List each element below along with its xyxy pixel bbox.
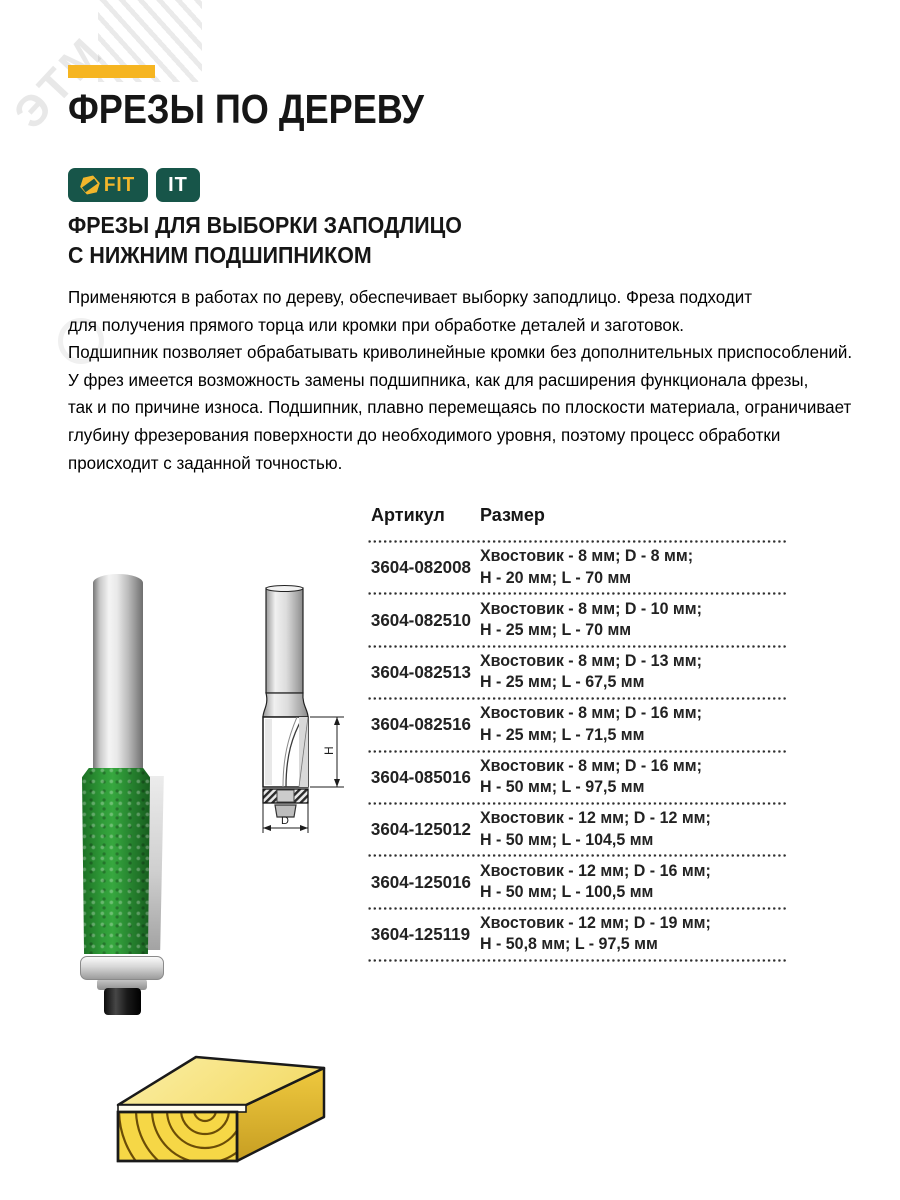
description-line: так и по причине износа. Подшипник, плавно перемещаясь по плоскости материала, ограничивает bbox=[68, 397, 852, 418]
article-cell: 3604-125012 bbox=[370, 819, 471, 840]
size-line1: Хвостовик - 12 мм; D - 12 мм; bbox=[480, 809, 711, 828]
article-cell: 3604-125119 bbox=[370, 923, 471, 944]
size-line2: H - 50 мм; L - 104,5 мм bbox=[480, 830, 654, 849]
size-line2: H - 50 мм; L - 100,5 мм bbox=[480, 883, 654, 902]
size-cell bbox=[480, 599, 788, 642]
diagram-shank bbox=[263, 586, 308, 718]
size-line2: H - 50 мм; L - 97,5 мм bbox=[480, 778, 645, 797]
description-paragraph bbox=[68, 284, 868, 477]
it-logo bbox=[156, 168, 200, 202]
size-line2: H - 25 мм; L - 67,5 мм bbox=[480, 673, 645, 692]
d-dimension-label: D bbox=[281, 815, 289, 827]
size-line2: H - 20 мм; L - 70 мм bbox=[480, 568, 632, 587]
article-cell: 3604-125016 bbox=[370, 871, 471, 892]
table-row bbox=[368, 857, 788, 906]
bit-green-body bbox=[82, 768, 150, 954]
size-line2: H - 50,8 мм; L - 97,5 мм bbox=[480, 935, 658, 954]
it-logo-label: IT bbox=[168, 173, 188, 196]
size-cell bbox=[480, 861, 788, 904]
bit-shank bbox=[93, 574, 143, 770]
description-line: Подшипник позволяет обрабатывать криволинейные кромки без дополнительных приспособлений. bbox=[68, 342, 853, 363]
article-cell: 3604-082510 bbox=[370, 609, 471, 630]
size-cell bbox=[480, 756, 788, 799]
router-bit-photo bbox=[75, 558, 175, 1018]
fit-hex-slash bbox=[82, 178, 98, 192]
section-subtitle-line2: С НИЖНИМ ПОДШИПНИКОМ bbox=[68, 242, 372, 268]
article-cell: 3604-082516 bbox=[370, 714, 471, 735]
bit-bearing bbox=[80, 956, 164, 980]
article-cell: 3604-082513 bbox=[370, 661, 471, 682]
description-line: для получения прямого торца или кромки при обработке деталей и заготовок. bbox=[68, 314, 684, 335]
table-row bbox=[368, 910, 788, 959]
size-line1: Хвостовик - 8 мм; D - 13 мм; bbox=[480, 651, 702, 670]
h-dimension bbox=[310, 717, 344, 787]
description-line: глубину фрезерования поверхности до необходимого уровня, поэтому процесс обработки bbox=[68, 424, 781, 445]
table-row bbox=[368, 648, 788, 697]
size-line1: Хвостовик - 8 мм; D - 10 мм; bbox=[480, 599, 702, 618]
spec-table bbox=[368, 505, 788, 962]
size-cell bbox=[480, 808, 788, 851]
column-header-size: Размер bbox=[480, 505, 545, 525]
size-line1: Хвостовик - 12 мм; D - 19 мм; bbox=[480, 913, 711, 932]
bit-nut bbox=[104, 988, 141, 1015]
wood-board-illustration bbox=[105, 1048, 340, 1200]
description-line: Применяются в работах по дереву, обеспечивает выборку заподлицо. Фреза подходит bbox=[68, 287, 753, 307]
watermark-text: ЭТМ bbox=[4, 26, 114, 139]
table-row bbox=[368, 753, 788, 802]
diagram-bearing bbox=[263, 789, 308, 803]
size-line2: H - 25 мм; L - 70 мм bbox=[480, 621, 632, 640]
size-line2: H - 25 мм; L - 71,5 мм bbox=[480, 725, 645, 744]
column-header-article: Артикул bbox=[371, 505, 445, 525]
size-cell bbox=[480, 703, 788, 746]
size-cell bbox=[480, 913, 788, 956]
table-header-row bbox=[368, 505, 788, 540]
table-row bbox=[368, 700, 788, 749]
table-row bbox=[368, 805, 788, 854]
accent-bar bbox=[68, 65, 155, 78]
table-row bbox=[368, 543, 788, 592]
diagram-body bbox=[263, 717, 308, 787]
fit-hex-nut-icon bbox=[77, 172, 102, 197]
row-divider bbox=[368, 959, 788, 962]
description-line: происходит с заданной точностью. bbox=[68, 452, 343, 473]
description-line: У фрез имеется возможность замены подшипника, как для расширения функционала фрезы, bbox=[68, 369, 809, 390]
table-row bbox=[368, 595, 788, 644]
size-line1: Хвостовик - 12 мм; D - 16 мм; bbox=[480, 861, 711, 880]
fit-logo-label: FIT bbox=[103, 173, 136, 196]
article-cell: 3604-085016 bbox=[370, 766, 471, 787]
size-line1: Хвостовик - 8 мм; D - 16 мм; bbox=[480, 756, 702, 775]
fit-logo bbox=[68, 168, 148, 202]
article-cell: 3604-082008 bbox=[370, 557, 471, 578]
section-subtitle-line1: ФРЕЗЫ ДЛЯ ВЫБОРКИ ЗАПОДЛИЦО bbox=[68, 212, 462, 238]
size-line1: Хвостовик - 8 мм; D - 16 мм; bbox=[480, 704, 702, 723]
router-bit-diagram bbox=[253, 580, 353, 850]
size-cell bbox=[480, 651, 788, 694]
size-cell bbox=[480, 546, 788, 589]
size-line1: Хвостовик - 8 мм; D - 8 мм; bbox=[480, 547, 694, 566]
page-title: ФРЕЗЫ ПО ДЕРЕВУ bbox=[68, 86, 424, 132]
h-dimension-label: H bbox=[322, 746, 336, 755]
